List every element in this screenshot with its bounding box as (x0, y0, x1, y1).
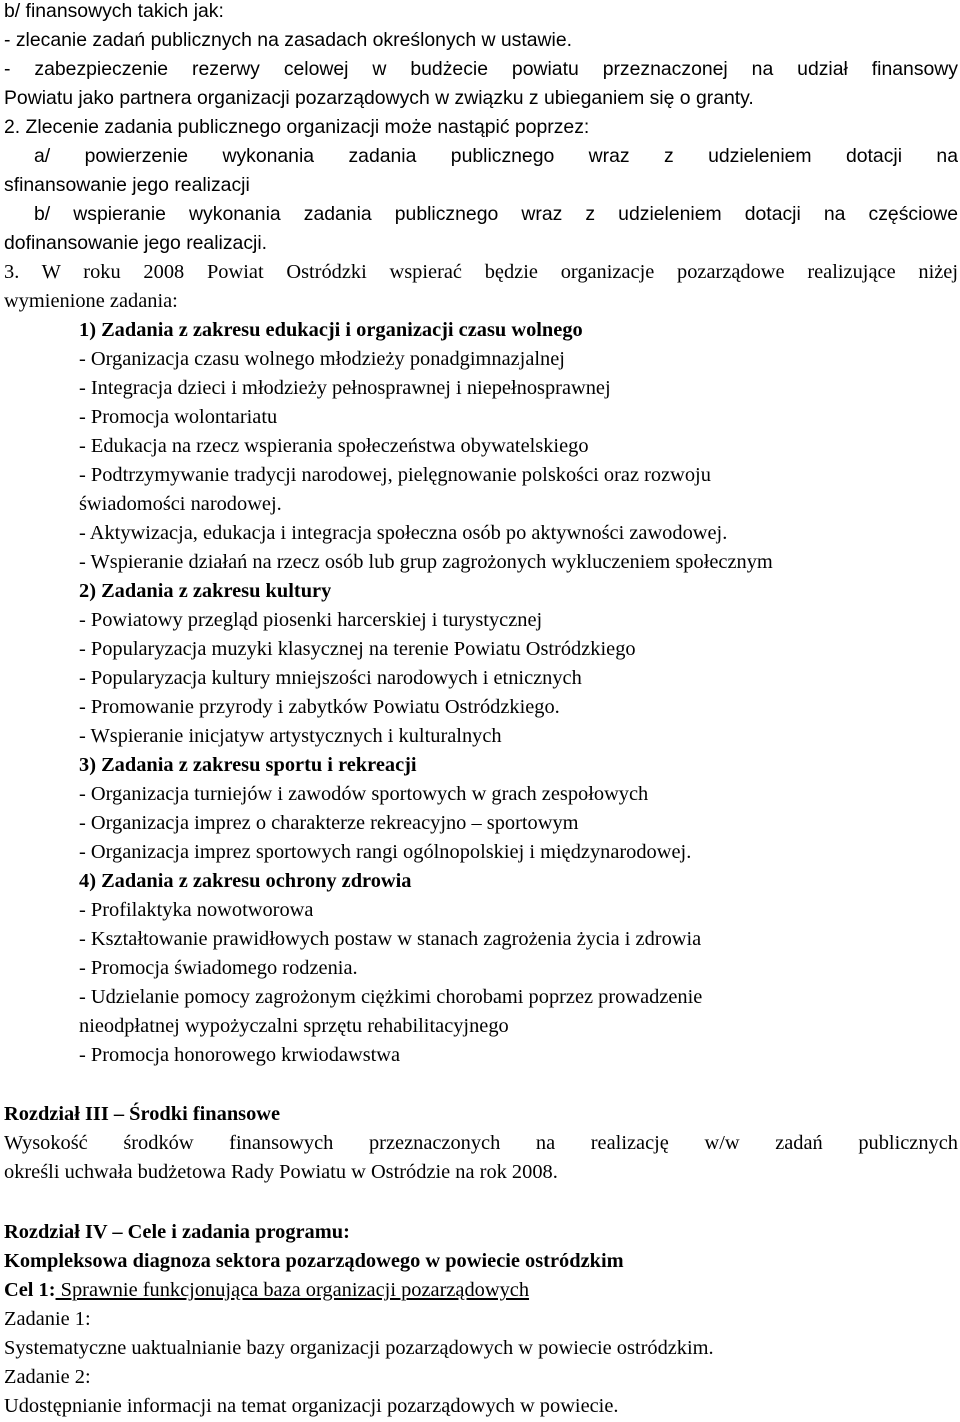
group-1-item: - Podtrzymywanie tradycji narodowej, pielęgnowanie polskości oraz rozwoju (79, 464, 711, 486)
group-1-item: - Promocja wolontariatu (79, 406, 278, 428)
group-1-heading: 1) Zadania z zakresu edukacji i organizacji czasu wolnego (79, 319, 583, 341)
point-3-intro-line-1: 3. W roku 2008 Powiat Ostródzki wspierać będzie organizacje pozarządowe realizujące niżej (4, 261, 958, 283)
group-1-item: - Aktywizacja, edukacja i integracja społeczna osób po aktywności zawodowej. (79, 522, 728, 544)
group-2-item: - Promowanie przyrody i zabytków Powiatu Ostródzkiego. (79, 696, 560, 718)
chapter-3-body-line-2: określi uchwała budżetowa Rady Powiatu w Ostródzie na rok 2008. (4, 1161, 558, 1183)
group-2-item: - Popularyzacja kultury mniejszości narodowych i etnicznych (79, 667, 582, 689)
group-1-item: - Wspieranie działań na rzecz osób lub grup zagrożonych wykluczeniem społecznym (79, 551, 773, 573)
point-2-a-line-2: sfinansowanie jego realizacji (4, 174, 250, 196)
group-3-item: - Organizacja imprez o charakterze rekreacyjno – sportowym (79, 812, 579, 834)
goal-1-label: Cel 1: (4, 1279, 56, 1301)
group-2-item: - Powiatowy przegląd piosenki harcerskiej i turystycznej (79, 609, 543, 631)
group-4-item: - Kształtowanie prawidłowych postaw w stanach zagrożenia życia i zdrowia (79, 928, 702, 950)
chapter-3-body-line-1: Wysokość środków finansowych przeznaczonych na realizację w/w zadań publicznych (4, 1132, 958, 1154)
group-2-heading: 2) Zadania z zakresu kultury (79, 580, 332, 602)
point-2-intro: 2. Zlecenie zadania publicznego organizacji może nastąpić poprzez: (4, 116, 590, 138)
group-3-item: - Organizacja turniejów i zawodów sportowych w grach zespołowych (79, 783, 649, 805)
group-4-item: - Promocja honorowego krwiodawstwa (79, 1044, 401, 1066)
point-2-a-line-1: a/ powierzenie wykonania zadania publicznego wraz z udzieleniem dotacji na (34, 145, 958, 167)
group-4-heading: 4) Zadania z zakresu ochrony zdrowia (79, 870, 412, 892)
group-4-item: - Promocja świadomego rodzenia. (79, 957, 358, 979)
point-2-b-line-2: dofinansowanie jego realizacji. (4, 232, 268, 254)
group-1-item: - Edukacja na rzecz wspierania społeczeństwa obywatelskiego (79, 435, 589, 457)
group-4-item: nieodpłatnej wypożyczalni sprzętu rehabilitacyjnego (79, 1015, 509, 1037)
task-1-text: Systematyczne uaktualnianie bazy organizacji pozarządowych w powiecie ostródzkim. (4, 1337, 714, 1359)
finance-b-label: b/ finansowych takich jak: (4, 0, 224, 22)
group-4-item: - Profilaktyka nowotworowa (79, 899, 314, 921)
group-4-item: - Udzielanie pomocy zagrożonym ciężkimi chorobami poprzez prowadzenie (79, 986, 703, 1008)
chapter-4-subtitle: Kompleksowa diagnoza sektora pozarządowego w powiecie ostródzkim (4, 1250, 624, 1272)
group-2-item: - Popularyzacja muzyki klasycznej na terenie Powiatu Ostródzkiego (79, 638, 636, 660)
chapter-3-title: Rozdział III – Środki finansowe (4, 1103, 281, 1125)
chapter-4-title: Rozdział IV – Cele i zadania programu: (4, 1221, 350, 1243)
task-1-label: Zadanie 1: (4, 1308, 91, 1330)
finance-item-1: - zlecanie zadań publicznych na zasadach określonych w ustawie. (4, 29, 573, 51)
point-2-b-line-1: b/ wspieranie wykonania zadania publicznego wraz z udzieleniem dotacji na częściowe (34, 203, 958, 225)
goal-1 (4, 1276, 529, 1305)
finance-item-2-line-2: Powiatu jako partnera organizacji pozarządowych w związku z ubieganiem się o granty. (4, 87, 754, 109)
group-3-item: - Organizacja imprez sportowych rangi ogólnopolskiej i międzynarodowej. (79, 841, 692, 863)
group-1-item: świadomości narodowej. (79, 493, 282, 515)
group-2-item: - Wspieranie inicjatyw artystycznych i kulturalnych (79, 725, 502, 747)
finance-item-2-line-1: - zabezpieczenie rezerwy celowej w budżecie powiatu przeznaczonej na udział finansowy (4, 58, 958, 80)
group-1-item: - Integracja dzieci i młodzieży pełnosprawnej i niepełnosprawnej (79, 377, 611, 399)
goal-1-text: Sprawnie funkcjonująca baza organizacji pozarządowych (55, 1279, 530, 1301)
group-3-heading: 3) Zadania z zakresu sportu i rekreacji (79, 754, 417, 776)
task-2-text: Udostępnianie informacji na temat organizacji pozarządowych w powiecie. (4, 1395, 619, 1417)
group-1-item: - Organizacja czasu wolnego młodzieży ponadgimnazjalnej (79, 348, 565, 370)
point-3-intro-line-2: wymienione zadania: (4, 290, 178, 312)
task-2-label: Zadanie 2: (4, 1366, 91, 1388)
